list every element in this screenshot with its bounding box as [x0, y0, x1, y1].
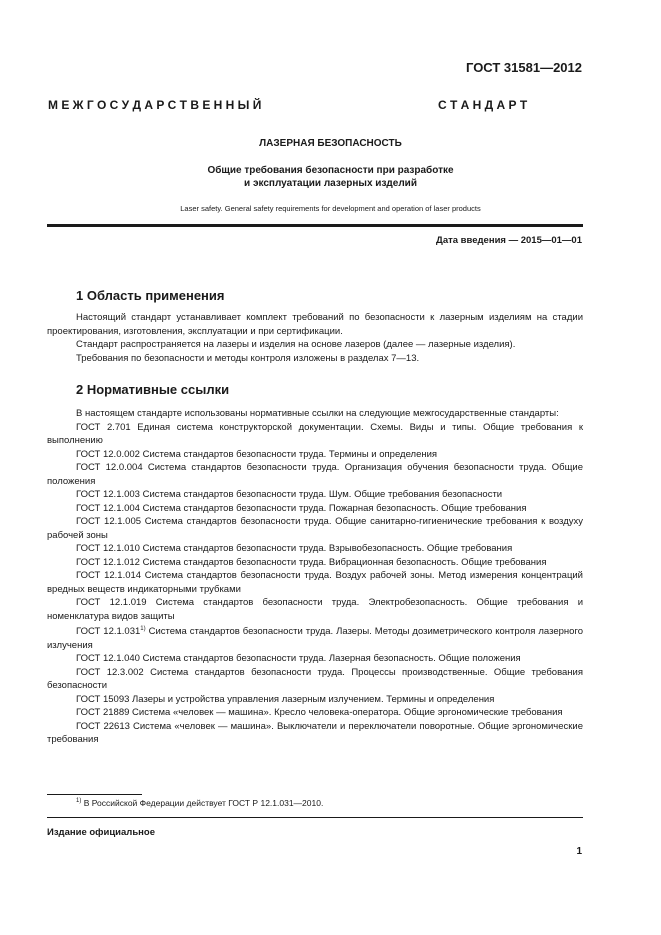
reference-code: ГОСТ 12.1.031	[76, 626, 141, 638]
reference-item-with-footnote	[47, 623, 583, 652]
footnote-mark: 1)	[76, 798, 82, 805]
reference-text: Система стандартов безопасности труда. Лазеры. Методы дозиметрического контроля лазерного излучения	[47, 626, 583, 651]
standard-type-right: С Т А Н Д А Р Т	[438, 98, 528, 112]
reference-item: ГОСТ 12.0.002 Система стандартов безопасности труда. Термины и определения	[76, 448, 438, 460]
section-1-paragraph: Стандарт распространяется на лазеры и изделия на основе лазеров (далее — лазерные изделия).	[76, 339, 516, 350]
subtitle-line-2: и эксплуатации лазерных изделий	[244, 178, 417, 189]
reference-item: ГОСТ 15093 Лазеры и устройства управления лазерным излучением. Термины и определения	[76, 693, 495, 705]
reference-item: ГОСТ 12.0.004 Система стандартов безопасности труда. Организация обучения безопасности труда. Общие положения	[47, 462, 583, 487]
footer-rule	[47, 817, 583, 818]
reference-item: ГОСТ 2.701 Единая система конструкторской документации. Схемы. Виды и типы. Общие требования к выполнению	[47, 421, 583, 446]
standard-type-left: М Е Ж Г О С У Д А Р С Т В Е Н Н Ы Й	[48, 98, 262, 112]
subtitle-line-1: Общие требования безопасности при разработке	[207, 165, 454, 176]
document-subtitle	[0, 164, 661, 190]
section-1-paragraph: Настоящий стандарт устанавливает комплект требований по безопасности к лазерным изделиям на стадии проектирования, изготовления, эксплуатации и при сертификации.	[47, 312, 583, 337]
document-id: ГОСТ 31581—2012	[466, 60, 582, 75]
reference-item: ГОСТ 12.1.012 Система стандартов безопасности труда. Вибрационная безопасность. Общие требования	[76, 556, 547, 568]
effective-date: Дата введения — 2015—01—01	[436, 235, 582, 246]
footnote-separator	[47, 794, 142, 795]
reference-item: ГОСТ 12.1.005 Система стандартов безопасности труда. Общие санитарно-гигиенические требования к воздуху рабочей зоны	[47, 516, 583, 541]
reference-item: ГОСТ 12.1.014 Система стандартов безопасности труда. Воздух рабочей зоны. Метод измерения концентраций вредных веществ индикаторными трубками	[47, 570, 583, 595]
document-title: ЛАЗЕРНАЯ БЕЗОПАСНОСТЬ	[259, 138, 402, 149]
footnote-marker: 1)	[140, 626, 146, 632]
section-2-intro: В настоящем стандарте использованы нормативные ссылки на следующие межгосударственные стандарты:	[76, 408, 559, 419]
footnote	[76, 798, 323, 808]
header-rule	[47, 224, 583, 227]
section-2-body	[47, 407, 583, 747]
reference-item: ГОСТ 22613 Система «человек — машина». Выключатели и переключатели поворотные. Общие эргономические требования	[47, 720, 583, 746]
page-number: 1	[576, 846, 582, 857]
edition-label: Издание официальное	[47, 827, 155, 838]
reference-item: ГОСТ 12.1.019 Система стандартов безопасности труда. Электробезопасность. Общие требования и номенклатура видов защиты	[47, 597, 583, 622]
footnote-text: В Российской Федерации действует ГОСТ Р 12.1.031—2010.	[81, 798, 324, 808]
section-2-heading: 2 Нормативные ссылки	[76, 382, 230, 397]
reference-item: ГОСТ 12.3.002 Система стандартов безопасности труда. Процессы производственные. Общие требования безопасности	[47, 666, 583, 692]
section-1-heading: 1 Область применения	[76, 288, 225, 303]
reference-item: ГОСТ 12.1.040 Система стандартов безопасности труда. Лазерная безопасность. Общие положения	[76, 653, 521, 665]
section-1-body	[47, 311, 583, 365]
section-1-paragraph: Требования по безопасности и методы контроля изложены в разделах 7—13.	[76, 352, 420, 364]
english-title: Laser safety. General safety requirements for development and operation of laser products	[180, 204, 481, 213]
reference-item: ГОСТ 21889 Система «человек — машина». Кресло человека-оператора. Общие эргономические требования	[76, 707, 563, 719]
reference-item: ГОСТ 12.1.004 Система стандартов безопасности труда. Пожарная безопасность. Общие требования	[76, 502, 527, 514]
reference-item: ГОСТ 12.1.010 Система стандартов безопасности труда. Взрывобезопасность. Общие требования	[76, 543, 513, 554]
reference-item: ГОСТ 12.1.003 Система стандартов безопасности труда. Шум. Общие требования безопасности	[76, 489, 503, 500]
